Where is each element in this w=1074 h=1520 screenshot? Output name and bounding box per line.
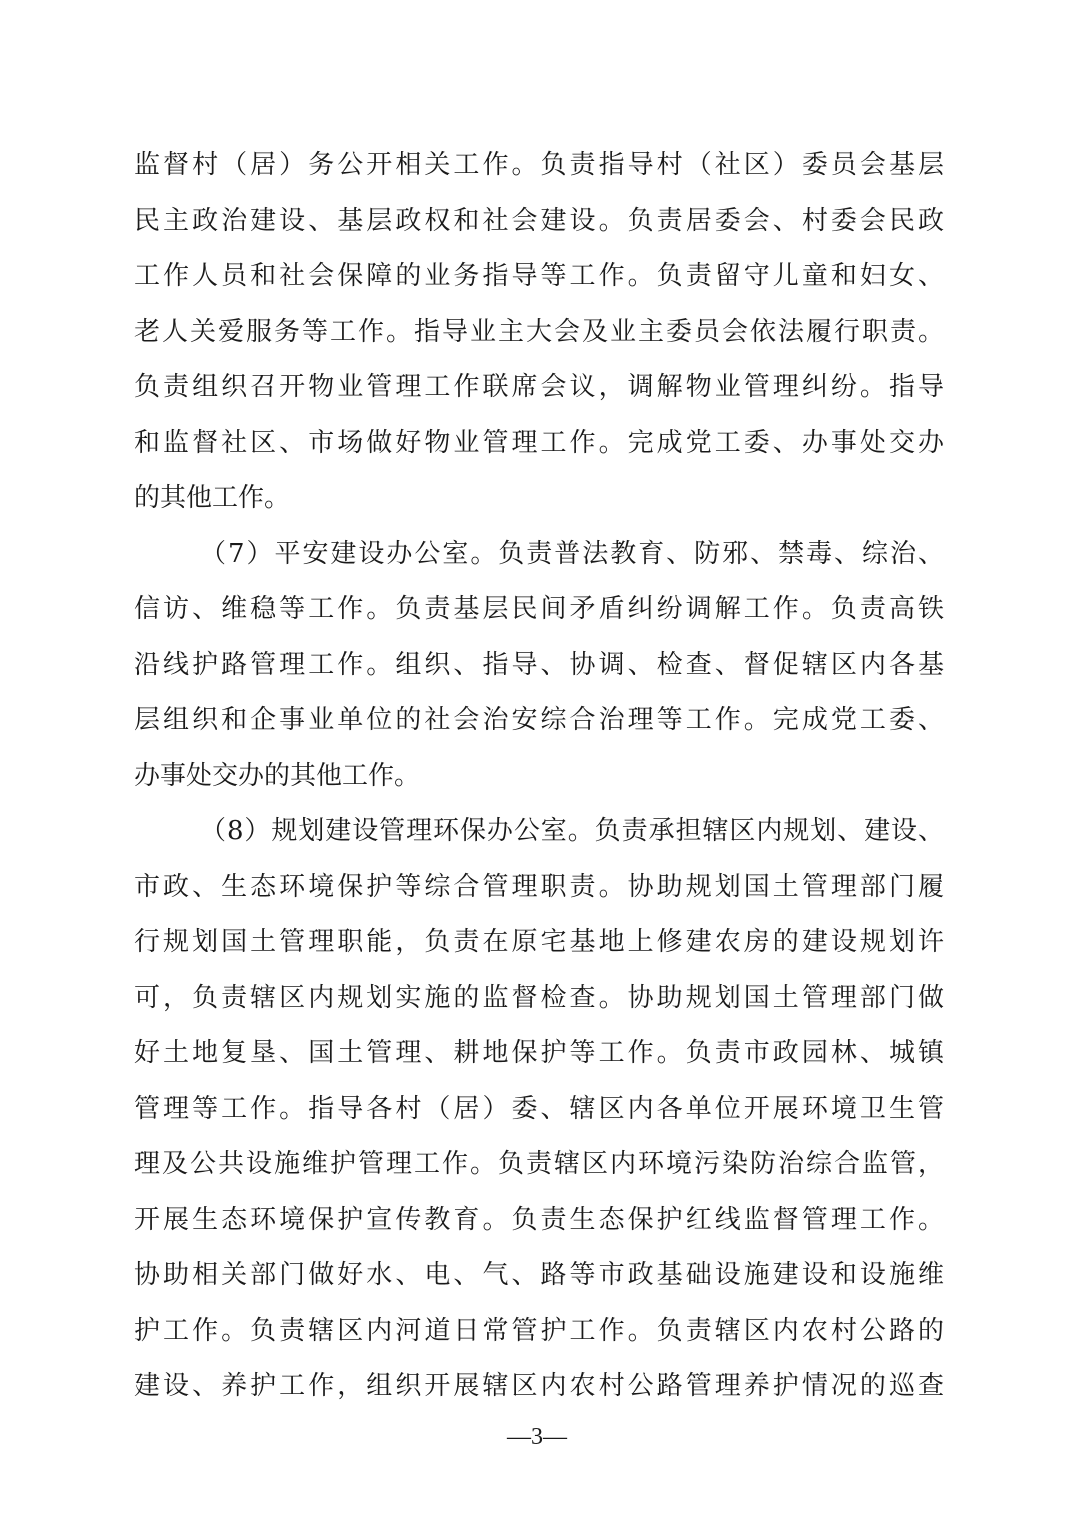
section-heading-line: （8）规划建设管理环保办公室。负责承担辖区内规划、建设、 [200,816,944,846]
text-line: 建设、养护工作，组织开展辖区内农村公路管理养护情况的巡查 [134,1371,944,1401]
section-heading-line: （7）平安建设办公室。负责普法教育、防邪、禁毒、综治、 [200,539,944,569]
text-line: 老人关爱服务等工作。指导业主大会及业主委员会依法履行职责。 [134,317,944,347]
text-line: 信访、维稳等工作。负责基层民间矛盾纠纷调解工作。负责高铁 [134,594,944,624]
text-line: 的其他工作。 [134,483,291,513]
text-line: 市政、生态环境保护等综合管理职责。协助规划国土管理部门履 [134,872,944,902]
text-line: 和监督社区、市场做好物业管理工作。完成党工委、办事处交办 [134,428,944,458]
text-line: 行规划国土管理职能，负责在原宅基地上修建农房的建设规划许 [134,927,944,957]
text-line: 层组织和企事业单位的社会治安综合治理等工作。完成党工委、 [134,705,944,735]
text-line: 管理等工作。指导各村（居）委、辖区内各单位开展环境卫生管 [134,1094,944,1124]
page-number: —3— [507,1424,567,1450]
text-line: 协助相关部门做好水、电、气、路等市政基础设施建设和设施维 [134,1260,944,1290]
text-line: 理及公共设施维护管理工作。负责辖区内环境污染防治综合监管， [134,1149,944,1179]
text-line: 开展生态环境保护宣传教育。负责生态保护红线监督管理工作。 [134,1205,944,1235]
text-line: 工作人员和社会保障的业务指导等工作。负责留守儿童和妇女、 [134,261,944,291]
text-line: 办事处交办的其他工作。 [134,761,421,791]
text-line: 可，负责辖区内规划实施的监督检查。协助规划国土管理部门做 [134,983,944,1013]
text-line: 好土地复垦、国土管理、耕地保护等工作。负责市政园林、城镇 [134,1038,944,1068]
text-line: 沿线护路管理工作。组织、指导、协调、检查、督促辖区内各基 [134,650,944,680]
text-line: 民主政治建设、基层政权和社会建设。负责居委会、村委会民政 [134,206,944,236]
text-line: 负责组织召开物业管理工作联席会议，调解物业管理纠纷。指导 [134,372,944,402]
text-line: 护工作。负责辖区内河道日常管护工作。负责辖区内农村公路的 [134,1316,944,1346]
text-line: 监督村（居）务公开相关工作。负责指导村（社区）委员会基层 [134,150,944,180]
